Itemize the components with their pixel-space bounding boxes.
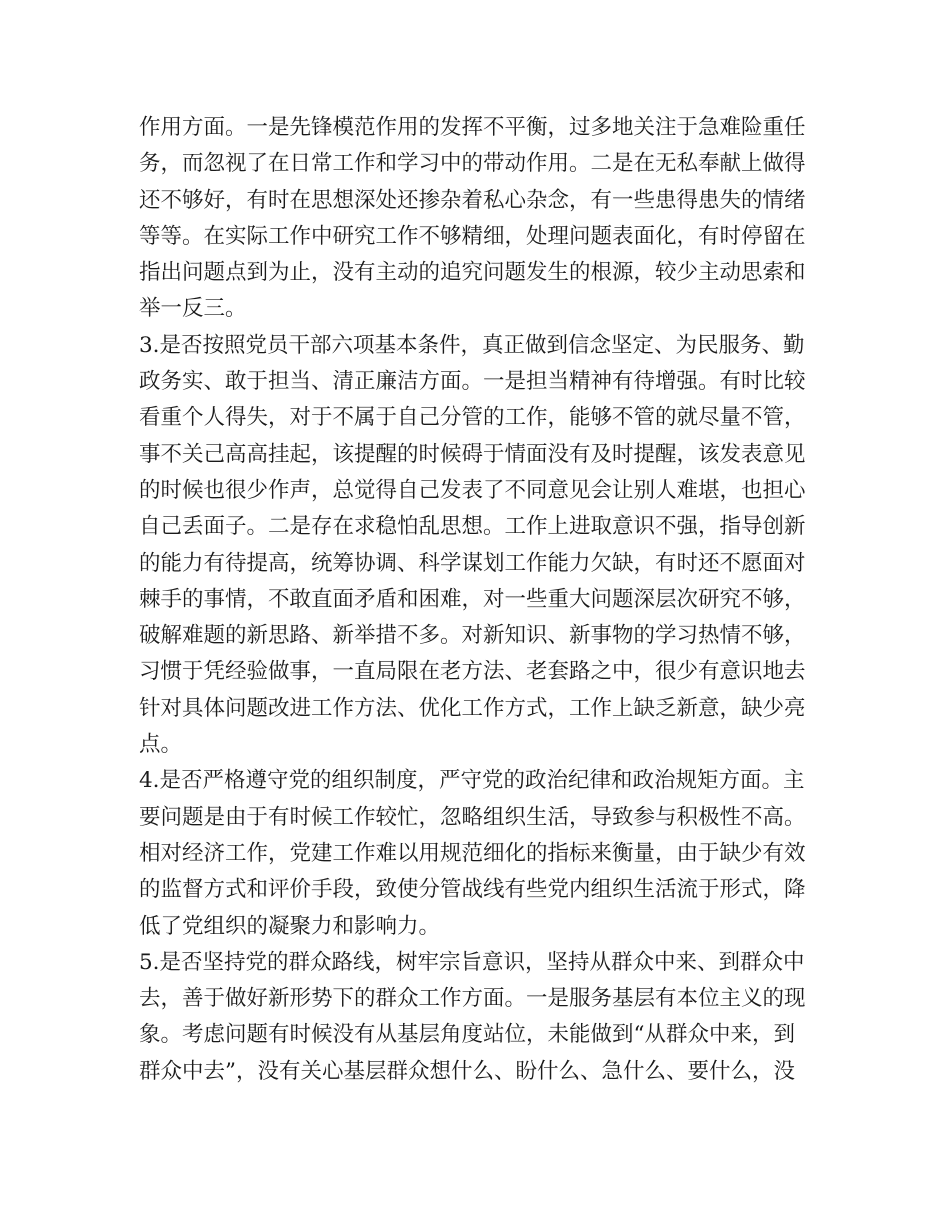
text-line: 习惯于凭经验做事，一直局限在老方法、老套路之中，很少有意识地去 xyxy=(139,659,806,685)
text-line: 看重个人得失，对于不属于自己分管的工作，能够不管的就尽量不管， xyxy=(139,405,806,431)
text-line: 针对具体问题改进工作方法、优化工作方式，工作上缺乏新意，缺少亮 xyxy=(139,695,806,721)
text-line: 务，而忽视了在日常工作和学习中的带动作用。二是在无私奉献上做得 xyxy=(139,151,806,177)
text-line: 自己丢面子。二是存在求稳怕乱思想。工作上进取意识不强，指导创新 xyxy=(139,514,806,540)
text-line: 低了党组织的凝聚力和影响力。 xyxy=(139,913,441,939)
text-line: 相对经济工作，党建工作难以用规范细化的指标来衡量，由于缺少有效 xyxy=(139,840,806,866)
text-line: 棘手的事情，不敢直面矛盾和困难，对一些重大问题深层次研究不够， xyxy=(139,586,806,612)
text-line: 5.是否坚持党的群众路线，树牢宗旨意识，坚持从群众中来、到群众中 xyxy=(139,949,805,975)
text-line: 政务实、敢于担当、清正廉洁方面。一是担当精神有待增强。有时比较 xyxy=(139,369,806,395)
text-line: 要问题是由于有时候工作较忙，忽略组织生活，导致参与积极性不高。 xyxy=(139,804,806,830)
text-line: 等等。在实际工作中研究工作不够精细，处理问题表面化，有时停留在 xyxy=(139,223,806,249)
text-line: 的时候也很少作声，总觉得自己发表了不同意见会让别人难堪，也担心 xyxy=(139,477,806,503)
text-line: 指出问题点到为止，没有主动的追究问题发生的根源，较少主动思索和 xyxy=(139,260,806,286)
text-line: 破解难题的新思路、新举措不多。对新知识、新事物的学习热情不够， xyxy=(139,623,806,649)
text-line: 事不关己高高挂起，该提醒的时候碍于情面没有及时提醒，该发表意见 xyxy=(139,441,806,467)
text-line: 的监督方式和评价手段，致使分管战线有些党内组织生活流于形式，降 xyxy=(139,877,806,903)
text-line: 点。 xyxy=(139,732,183,758)
text-line: 的能力有待提高，统筹协调、科学谋划工作能力欠缺，有时还不愿面对 xyxy=(139,550,806,576)
text-line: 象。考虑问题有时候没有从基层角度站位，未能做到“从群众中来，到 xyxy=(139,1022,795,1048)
text-line: 作用方面。一是先锋模范作用的发挥不平衡，过多地关注于急难险重任 xyxy=(139,115,806,140)
text-line: 还不够好，有时在思想深处还掺杂着私心杂念，有一些患得患失的情绪 xyxy=(139,187,806,213)
text-line: 去，善于做好新形势下的群众工作方面。一是服务基层有本位主义的现 xyxy=(139,986,806,1012)
text-line: 举一反三。 xyxy=(139,296,247,322)
text-line: 3.是否按照党员干部六项基本条件，真正做到信念坚定、为民服务、勤 xyxy=(139,332,805,358)
document-body xyxy=(139,110,819,1090)
text-line: 群众中去”，没有关心基层群众想什么、盼什么、急什么、要什么，没 xyxy=(139,1058,795,1084)
text-line: 4.是否严格遵守党的组织制度，严守党的政治纪律和政治规矩方面。主 xyxy=(139,768,805,794)
